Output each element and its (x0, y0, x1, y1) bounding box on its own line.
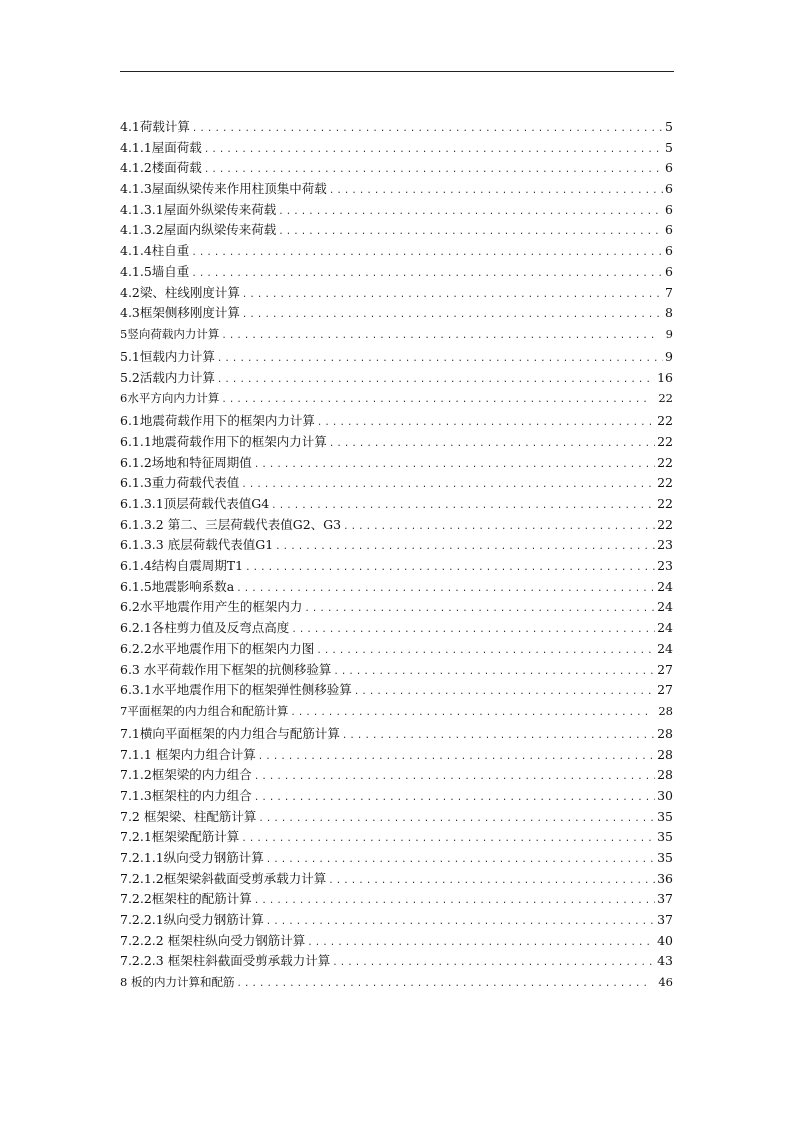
toc-entry-title: 4.1.2楼面荷载 (120, 160, 202, 176)
toc-dot-leader (302, 599, 655, 618)
toc-dot-leader (243, 558, 655, 577)
toc-dot-leader (256, 809, 655, 828)
toc-entry[interactable] (120, 411, 673, 432)
toc-entry[interactable] (120, 179, 673, 200)
toc-entry-page-number: 30 (657, 787, 673, 803)
toc-entry[interactable] (120, 639, 673, 660)
toc-entry-page-number: 6 (665, 263, 673, 279)
toc-entry[interactable] (120, 889, 673, 910)
toc-dot-leader (189, 264, 663, 283)
toc-entry-page-number: 24 (657, 620, 673, 636)
toc-entry[interactable] (120, 453, 673, 474)
toc-dot-leader (288, 703, 650, 721)
toc-entry-page-number: 43 (657, 953, 673, 969)
toc-entry-page-number: 23 (657, 537, 673, 553)
toc-entry[interactable] (120, 577, 673, 598)
toc-entry-title: 4.1.4柱自重 (120, 243, 190, 259)
toc-dot-leader (331, 662, 655, 681)
toc-entry-page-number: 24 (657, 640, 673, 656)
toc-dot-leader (215, 370, 655, 389)
toc-dot-leader (239, 475, 655, 494)
toc-dot-leader (252, 767, 655, 786)
toc-entry-title: 6.3 水平荷载作用下框架的抗侧移验算 (120, 661, 332, 677)
toc-dot-leader (264, 850, 655, 869)
toc-entry-page-number: 22 (657, 454, 673, 470)
toc-entry-title: 6.1.2场地和特征周期值 (120, 454, 252, 470)
toc-entry-title: 6水平方向内力计算 (120, 391, 220, 406)
toc-entry[interactable] (120, 556, 673, 577)
toc-dot-leader (215, 349, 663, 368)
toc-entry-page-number: 23 (657, 558, 673, 574)
table-of-contents (120, 117, 673, 995)
toc-entry-title: 6.2.1各柱剪力值及反弯点高度 (120, 620, 290, 636)
toc-entry[interactable] (120, 117, 673, 138)
toc-dot-leader (289, 620, 655, 639)
toc-dot-leader (315, 413, 655, 432)
toc-dot-leader (252, 455, 655, 474)
toc-entry-page-number: 16 (657, 369, 673, 385)
toc-entry-title: 4.1.5墙自重 (120, 263, 190, 279)
toc-entry-title: 7.1.2框架梁的内力组合 (120, 767, 252, 783)
toc-entry-page-number: 24 (657, 599, 673, 615)
toc-entry-page-number: 22 (657, 475, 673, 491)
toc-entry-page-number: 9 (665, 326, 673, 341)
toc-entry-page-number: 22 (657, 413, 673, 429)
toc-dot-leader (352, 682, 655, 701)
toc-dot-leader (190, 119, 663, 138)
toc-entry-page-number: 5 (665, 119, 673, 134)
toc-entry-title: 4.1.3.1屋面外纵梁传来荷载 (120, 201, 277, 217)
toc-dot-leader (269, 496, 655, 515)
toc-entry-title: 6.1.3.1顶层荷载代表值G4 (120, 496, 270, 511)
toc-entry-title: 7.2.2.2 框架柱纵向受力钢筋计算 (120, 932, 306, 948)
toc-entry[interactable] (120, 724, 673, 745)
toc-entry-title: 7.2.2框架柱的配筋计算 (120, 891, 252, 907)
toc-entry-title: 4.1.1屋面荷载 (120, 139, 202, 155)
toc-entry-page-number: 8 (665, 305, 673, 321)
toc-entry[interactable] (120, 368, 673, 389)
toc-entry[interactable] (120, 827, 673, 848)
toc-entry-title: 6.2.2水平地震作用下的框架内力图 (120, 640, 315, 656)
toc-entry-title: 7.2 框架梁、柱配筋计算 (120, 808, 257, 824)
toc-entry-title: 6.2水平地震作用产生的框架内力 (120, 599, 303, 615)
toc-dot-leader (314, 641, 655, 660)
toc-entry[interactable] (120, 660, 673, 681)
toc-entry[interactable] (120, 138, 673, 159)
toc-entry-title: 6.1.3.2 第二、三层荷载代表值G2、G3 (120, 516, 342, 532)
toc-dot-leader (256, 747, 655, 766)
toc-entry-title: 7.2.1.1纵向受力钢筋计算 (120, 850, 264, 865)
toc-entry-title: 6.1.4结构自震周期T1 (120, 558, 244, 574)
toc-entry[interactable] (120, 241, 673, 262)
toc-entry-page-number: 35 (657, 808, 673, 824)
toc-entry-title: 4.2梁、柱线刚度计算 (120, 284, 240, 300)
toc-dot-leader (341, 517, 655, 536)
toc-entry-title: 8 板的内力计算和配筋 (120, 975, 235, 990)
toc-entry-title: 4.1.3屋面纵梁传来作用柱顶集中荷载 (120, 181, 327, 197)
toc-entry[interactable] (120, 200, 673, 221)
toc-entry-title: 5.2活载内力计算 (120, 369, 215, 385)
toc-dot-leader (240, 285, 663, 304)
toc-entry-title: 6.1.3重力荷载代表值 (120, 475, 240, 491)
toc-entry-title: 6.1.3.3 底层荷载代表值G1 (120, 537, 274, 553)
toc-entry[interactable] (120, 680, 673, 701)
toc-entry-page-number: 27 (657, 682, 673, 698)
toc-entry[interactable] (120, 765, 673, 786)
toc-dot-leader (330, 953, 655, 972)
toc-entry-title: 6.1.1地震荷载作用下的框架内力计算 (120, 433, 327, 449)
toc-entry-page-number: 5 (665, 139, 673, 155)
toc-entry-title: 6.1.5地震影响系数a (120, 578, 235, 594)
toc-dot-leader (327, 181, 663, 200)
toc-entry-page-number: 22 (657, 496, 673, 511)
toc-entry-page-number: 28 (657, 746, 673, 762)
toc-entry-page-number: 28 (657, 725, 673, 741)
toc-entry[interactable] (120, 597, 673, 618)
toc-entry-page-number: 7 (665, 284, 673, 300)
toc-chapter-entry[interactable] (120, 701, 673, 721)
toc-entry-page-number: 37 (657, 912, 673, 928)
toc-entry-page-number: 46 (658, 975, 673, 990)
toc-dot-leader (234, 579, 655, 598)
toc-entry[interactable] (120, 535, 673, 556)
toc-entry[interactable] (120, 347, 673, 368)
toc-dot-leader (252, 788, 655, 807)
toc-entry[interactable] (120, 910, 673, 931)
toc-dot-leader (240, 305, 663, 324)
toc-entry-page-number: 35 (657, 829, 673, 845)
toc-chapter-entry[interactable] (120, 324, 673, 344)
toc-entry-page-number: 6 (665, 181, 673, 197)
toc-entry-page-number: 37 (657, 891, 673, 907)
toc-entry-title: 4.3框架侧移刚度计算 (120, 305, 240, 321)
toc-entry[interactable] (120, 262, 673, 283)
toc-dot-leader (340, 726, 655, 745)
toc-entry-page-number: 28 (657, 767, 673, 783)
toc-entry-title: 7.2.2.3 框架柱斜截面受剪承载力计算 (120, 953, 331, 969)
toc-dot-leader (189, 243, 663, 262)
toc-entry-page-number: 22 (657, 433, 673, 449)
toc-entry-title: 4.1.3.2屋面内纵梁传来荷载 (120, 222, 277, 238)
toc-chapter-entry[interactable] (120, 388, 673, 408)
toc-entry[interactable] (120, 220, 673, 241)
toc-entry[interactable] (120, 494, 673, 515)
toc-dot-leader (276, 222, 663, 241)
toc-entry[interactable] (120, 158, 673, 179)
toc-entry-page-number: 6 (665, 160, 673, 176)
toc-entry-page-number: 28 (658, 703, 673, 718)
toc-entry[interactable] (120, 745, 673, 766)
toc-entry[interactable] (120, 303, 673, 324)
toc-entry-title: 4.1荷载计算 (120, 119, 190, 134)
toc-entry-title: 7.1.1 框架内力组合计算 (120, 746, 256, 762)
toc-entry-page-number: 22 (658, 391, 673, 406)
toc-entry[interactable] (120, 473, 673, 494)
toc-dot-leader (234, 974, 650, 992)
toc-entry-title: 7.1横向平面框架的内力组合与配筋计算 (120, 725, 340, 741)
toc-entry[interactable] (120, 432, 673, 453)
toc-entry-page-number: 6 (665, 201, 673, 217)
toc-entry[interactable] (120, 869, 673, 890)
toc-entry[interactable] (120, 515, 673, 536)
toc-chapter-entry[interactable] (120, 972, 673, 992)
toc-entry-title: 5竖向荷载内力计算 (120, 326, 220, 341)
toc-entry-page-number: 35 (657, 850, 673, 865)
toc-entry-title: 7平面框架的内力组合和配筋计算 (120, 703, 289, 718)
toc-entry-page-number: 36 (657, 870, 673, 886)
toc-entry-page-number: 6 (665, 243, 673, 259)
toc-entry-page-number: 22 (657, 516, 673, 532)
toc-dot-leader (327, 434, 655, 453)
header-rule (120, 71, 674, 72)
toc-dot-leader (202, 140, 663, 159)
toc-entry-title: 5.1恒载内力计算 (120, 348, 215, 364)
toc-entry[interactable] (120, 807, 673, 828)
toc-entry-page-number: 40 (657, 932, 673, 948)
toc-entry-page-number: 6 (665, 222, 673, 238)
toc-dot-leader (326, 871, 655, 890)
toc-entry-title: 6.3.1水平地震作用下的框架弹性侧移验算 (120, 682, 352, 698)
toc-entry-title: 7.2.2.1纵向受力钢筋计算 (120, 912, 264, 928)
toc-dot-leader (305, 933, 655, 952)
toc-entry-page-number: 24 (657, 578, 673, 594)
toc-entry-title: 7.2.1.2框架梁斜截面受剪承载力计算 (120, 870, 327, 886)
toc-entry-title: 6.1地震荷载作用下的框架内力计算 (120, 413, 315, 429)
toc-dot-leader (264, 912, 655, 931)
toc-entry[interactable] (120, 786, 673, 807)
toc-dot-leader (239, 829, 655, 848)
toc-entry-title: 7.2.1框架梁配筋计算 (120, 829, 240, 845)
toc-entry-page-number: 27 (657, 661, 673, 677)
toc-entry[interactable] (120, 848, 673, 869)
toc-dot-leader (252, 891, 655, 910)
toc-dot-leader (276, 202, 663, 221)
toc-dot-leader (202, 160, 663, 179)
toc-dot-leader (273, 537, 655, 556)
toc-dot-leader (219, 390, 650, 408)
toc-entry[interactable] (120, 283, 673, 304)
toc-entry[interactable] (120, 931, 673, 952)
toc-entry[interactable] (120, 951, 673, 972)
toc-entry-title: 7.1.3框架柱的内力组合 (120, 787, 252, 803)
toc-entry-page-number: 9 (665, 348, 673, 364)
toc-entry[interactable] (120, 618, 673, 639)
toc-dot-leader (219, 326, 657, 344)
